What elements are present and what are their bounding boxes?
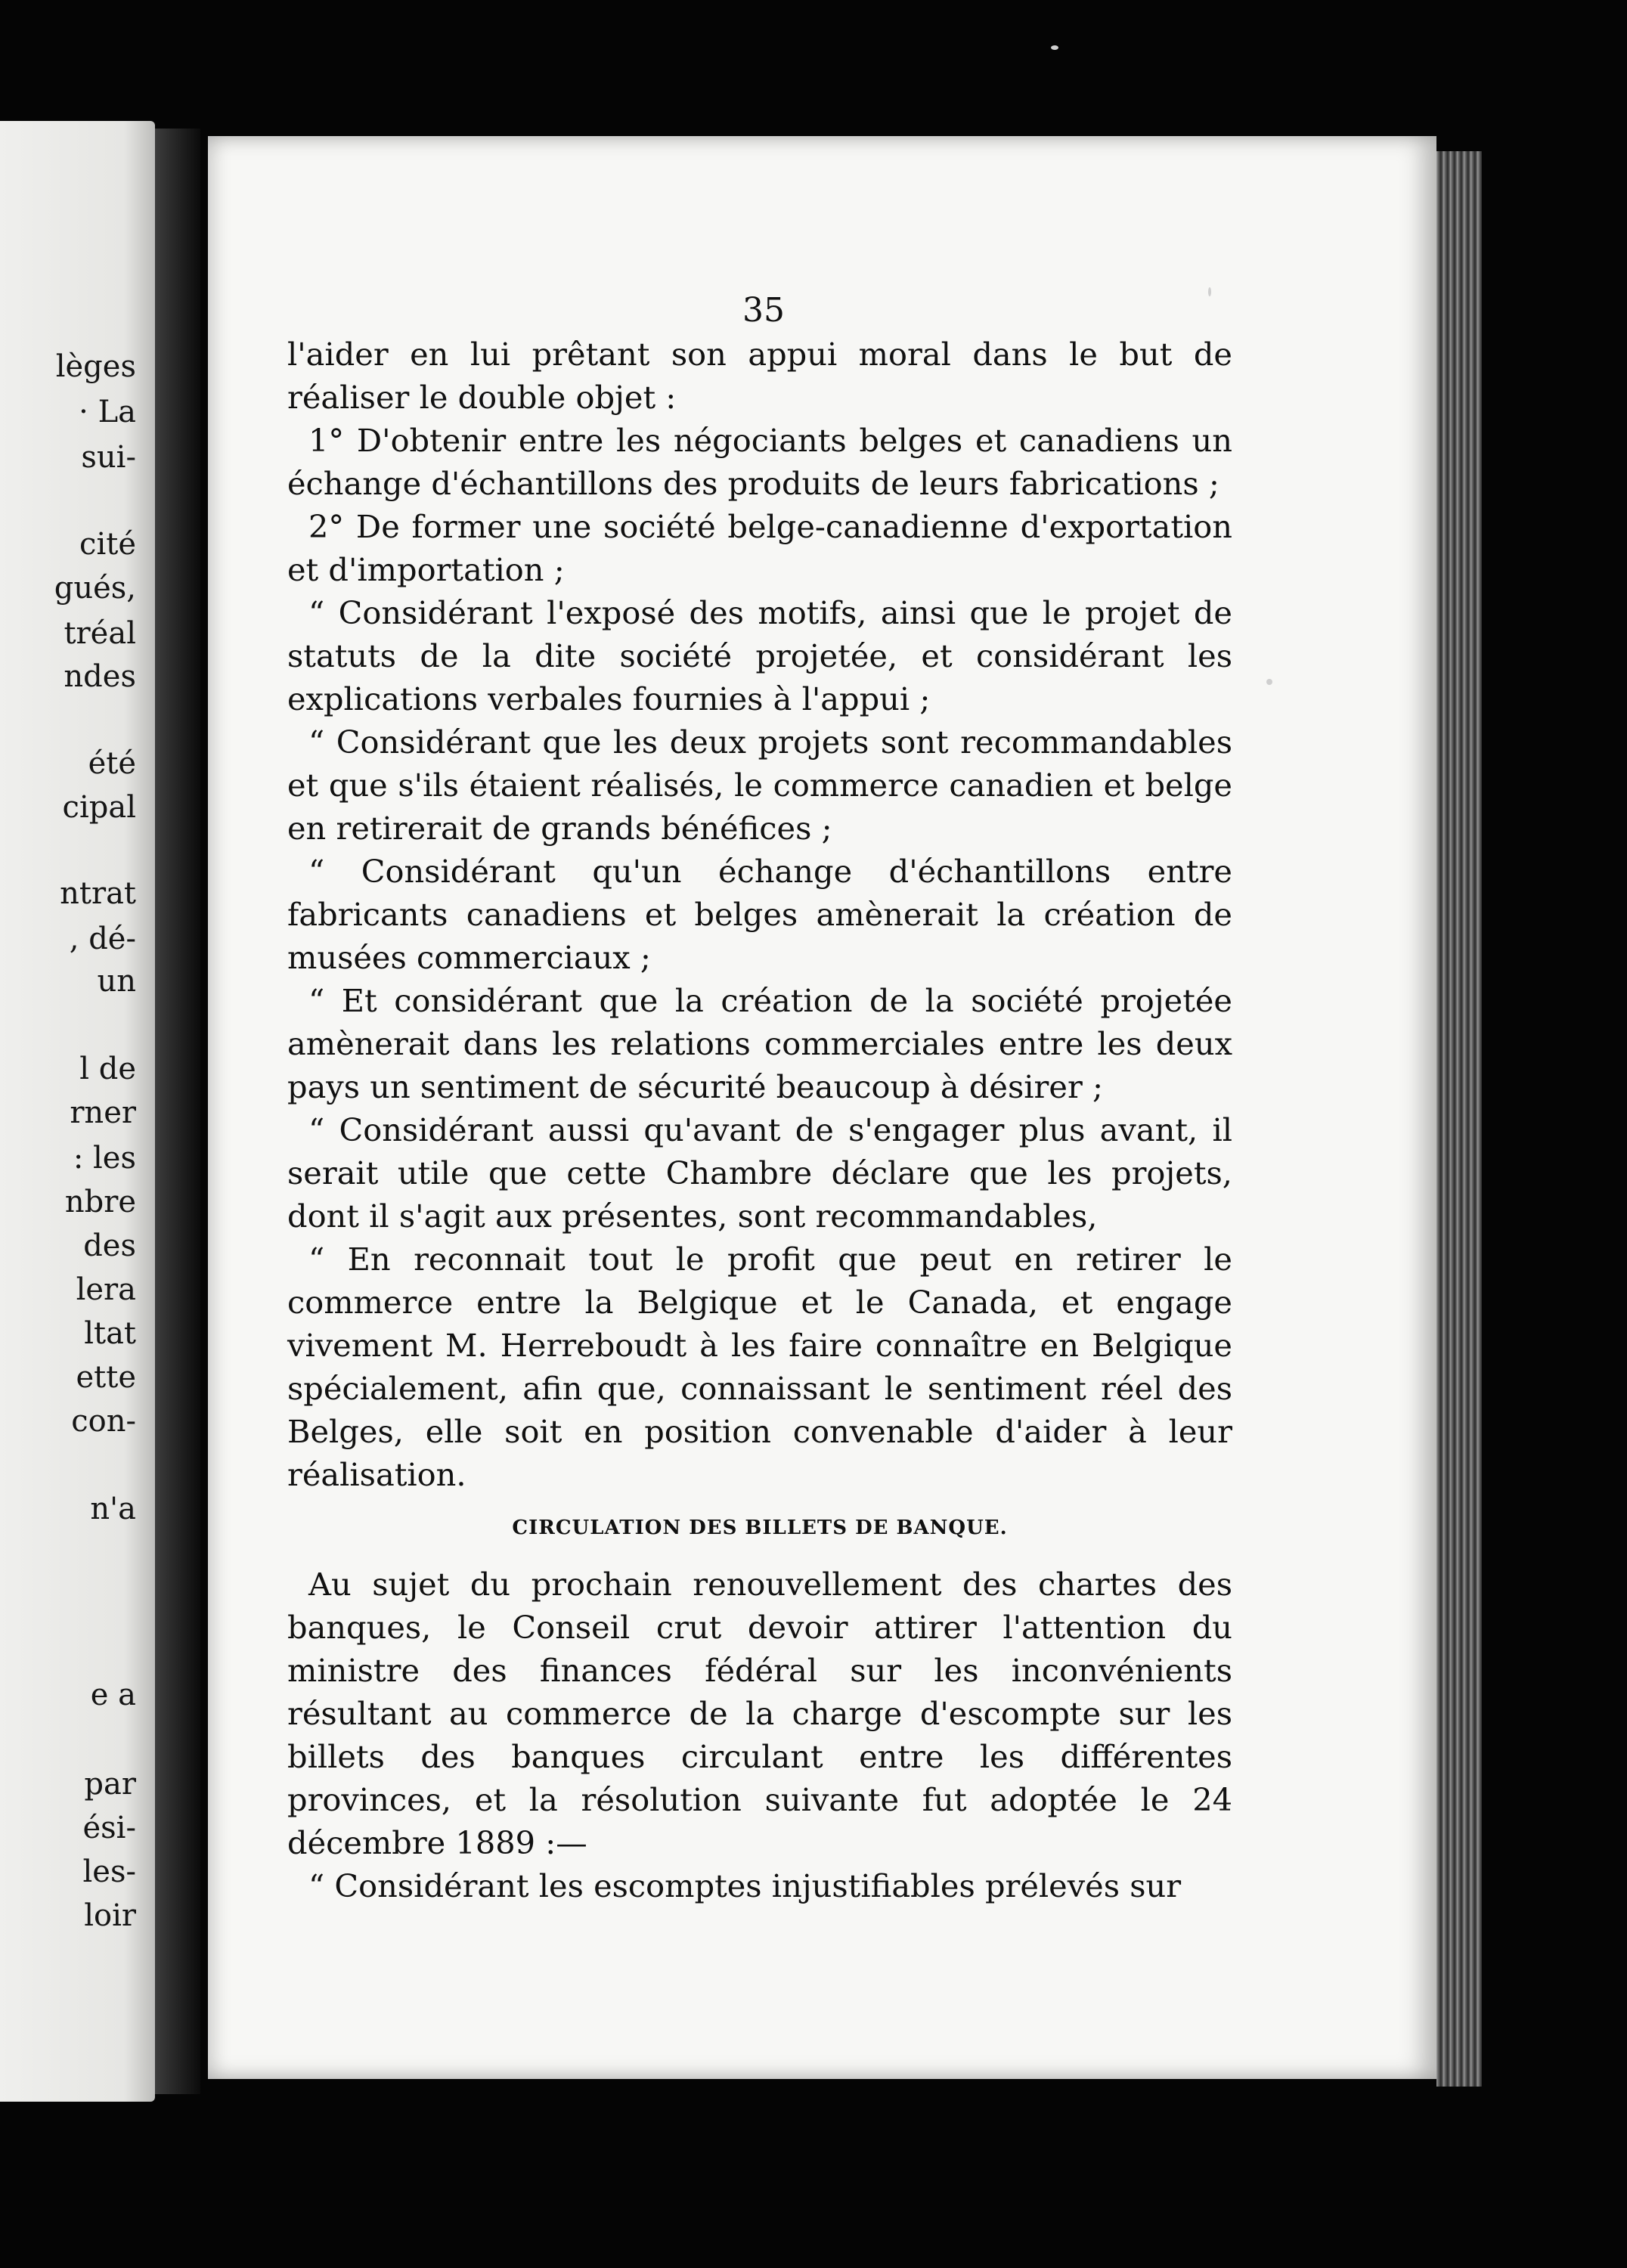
left-page-fragment: l de — [79, 1052, 136, 1086]
left-page-fragment: par — [84, 1767, 136, 1802]
left-page-fragment: gués, — [54, 571, 136, 606]
left-page-fragment: cipal — [62, 790, 136, 825]
paragraph: “ Considérant les escomptes injustifiables prélevés sur — [308, 1867, 1182, 1904]
left-page-fragment: été — [88, 746, 136, 781]
page-body — [287, 333, 1232, 1907]
book-gutter — [155, 129, 200, 2094]
left-page-fragment: des — [83, 1228, 136, 1263]
left-page-fragment: : les — [73, 1141, 136, 1176]
left-page-fragment: tréal — [64, 616, 136, 651]
left-page-fragment: , dé- — [69, 922, 136, 956]
dust-speck — [1208, 287, 1211, 296]
left-page-fragment: loir — [84, 1898, 136, 1933]
left-page-fragment: ette — [76, 1360, 136, 1395]
left-page-fragment: cité — [79, 527, 136, 562]
paragraph: 1° D'obtenir entre les négociants belges et canadiens un échange d'échantillons des produits de leurs fabrications ; — [287, 422, 1232, 502]
section-heading: CIRCULATION DES BILLETS DE BANQUE. — [512, 1517, 1008, 1539]
left-page-fragment: nbre — [64, 1185, 136, 1219]
dust-speck — [1266, 679, 1272, 685]
left-page-fragment: · La — [79, 395, 136, 429]
dust-speck — [1051, 45, 1058, 50]
paragraph: “ En reconnait tout le profit que peut en retirer le commerce entre la Belgique et le Canada, et engage vivement M. Herreboudt à les faire connaître en Belgique spécialement, afin que, connaissant le sentiment réel des Belges, elle soit en position convenable d'aider à leur réalisation. — [287, 1241, 1232, 1493]
left-page-fragment: un — [97, 964, 136, 999]
left-page-fragment: ési- — [82, 1811, 136, 1845]
left-page-fragment: ndes — [64, 659, 136, 694]
left-page-fragment: n'a — [90, 1492, 136, 1526]
paragraph: “ Considérant l'exposé des motifs, ainsi que le projet de statuts de la dite société projetée, et considérant les explications verbales fournies à l'appui ; — [287, 594, 1232, 717]
paragraph: “ Et considérant que la création de la société projetée amènerait dans les relations commerciales entre les deux pays un sentiment de sécurité beaucoup à désirer ; — [287, 982, 1232, 1105]
paragraph: “ Considérant que les deux projets sont recommandables et que s'ils étaient réalisés, le commerce canadien et belge en retirerait de grands bénéfices ; — [287, 723, 1232, 847]
left-page-fragment: rner — [70, 1095, 136, 1130]
left-page-fragment: sui- — [81, 440, 136, 475]
left-page-fragment: ltat — [84, 1316, 136, 1351]
paragraph: 2° De former une société belge-canadienne d'exportation et d'importation ; — [287, 508, 1232, 588]
paragraph: l'aider en lui prêtant son appui moral dans le but de réaliser le double objet : — [287, 336, 1232, 416]
page-number: 35 — [742, 291, 785, 330]
left-page-fragment: les- — [82, 1854, 136, 1889]
left-page-fragment: lèges — [55, 349, 136, 384]
paragraph: Au sujet du prochain renouvellement des chartes des banques, le Conseil crut devoir attirer l'attention du ministre des finances fédéral sur les inconvénients résultant au commerce de la charge d'escompte sur les billets des banques circulant entre les différentes provinces, et la résolution suivante fut adoptée le 24 décembre 1889 :— — [287, 1566, 1232, 1861]
left-page-fragment: lera — [76, 1272, 136, 1307]
paragraph: “ Considérant qu'un échange d'échantillons entre fabricants canadiens et belges amènerait la création de musées commerciaux ; — [287, 853, 1232, 976]
page-edges — [1436, 151, 1482, 2087]
left-page-fragment: e a — [90, 1678, 136, 1712]
left-page-fragment: ntrat — [60, 876, 136, 911]
paragraph: “ Considérant aussi qu'avant de s'engager plus avant, il serait utile que cette Chambre déclare que les projets, dont il s'agit aux présentes, sont recommandables, — [287, 1111, 1232, 1235]
left-page-fragment: con- — [71, 1404, 136, 1439]
